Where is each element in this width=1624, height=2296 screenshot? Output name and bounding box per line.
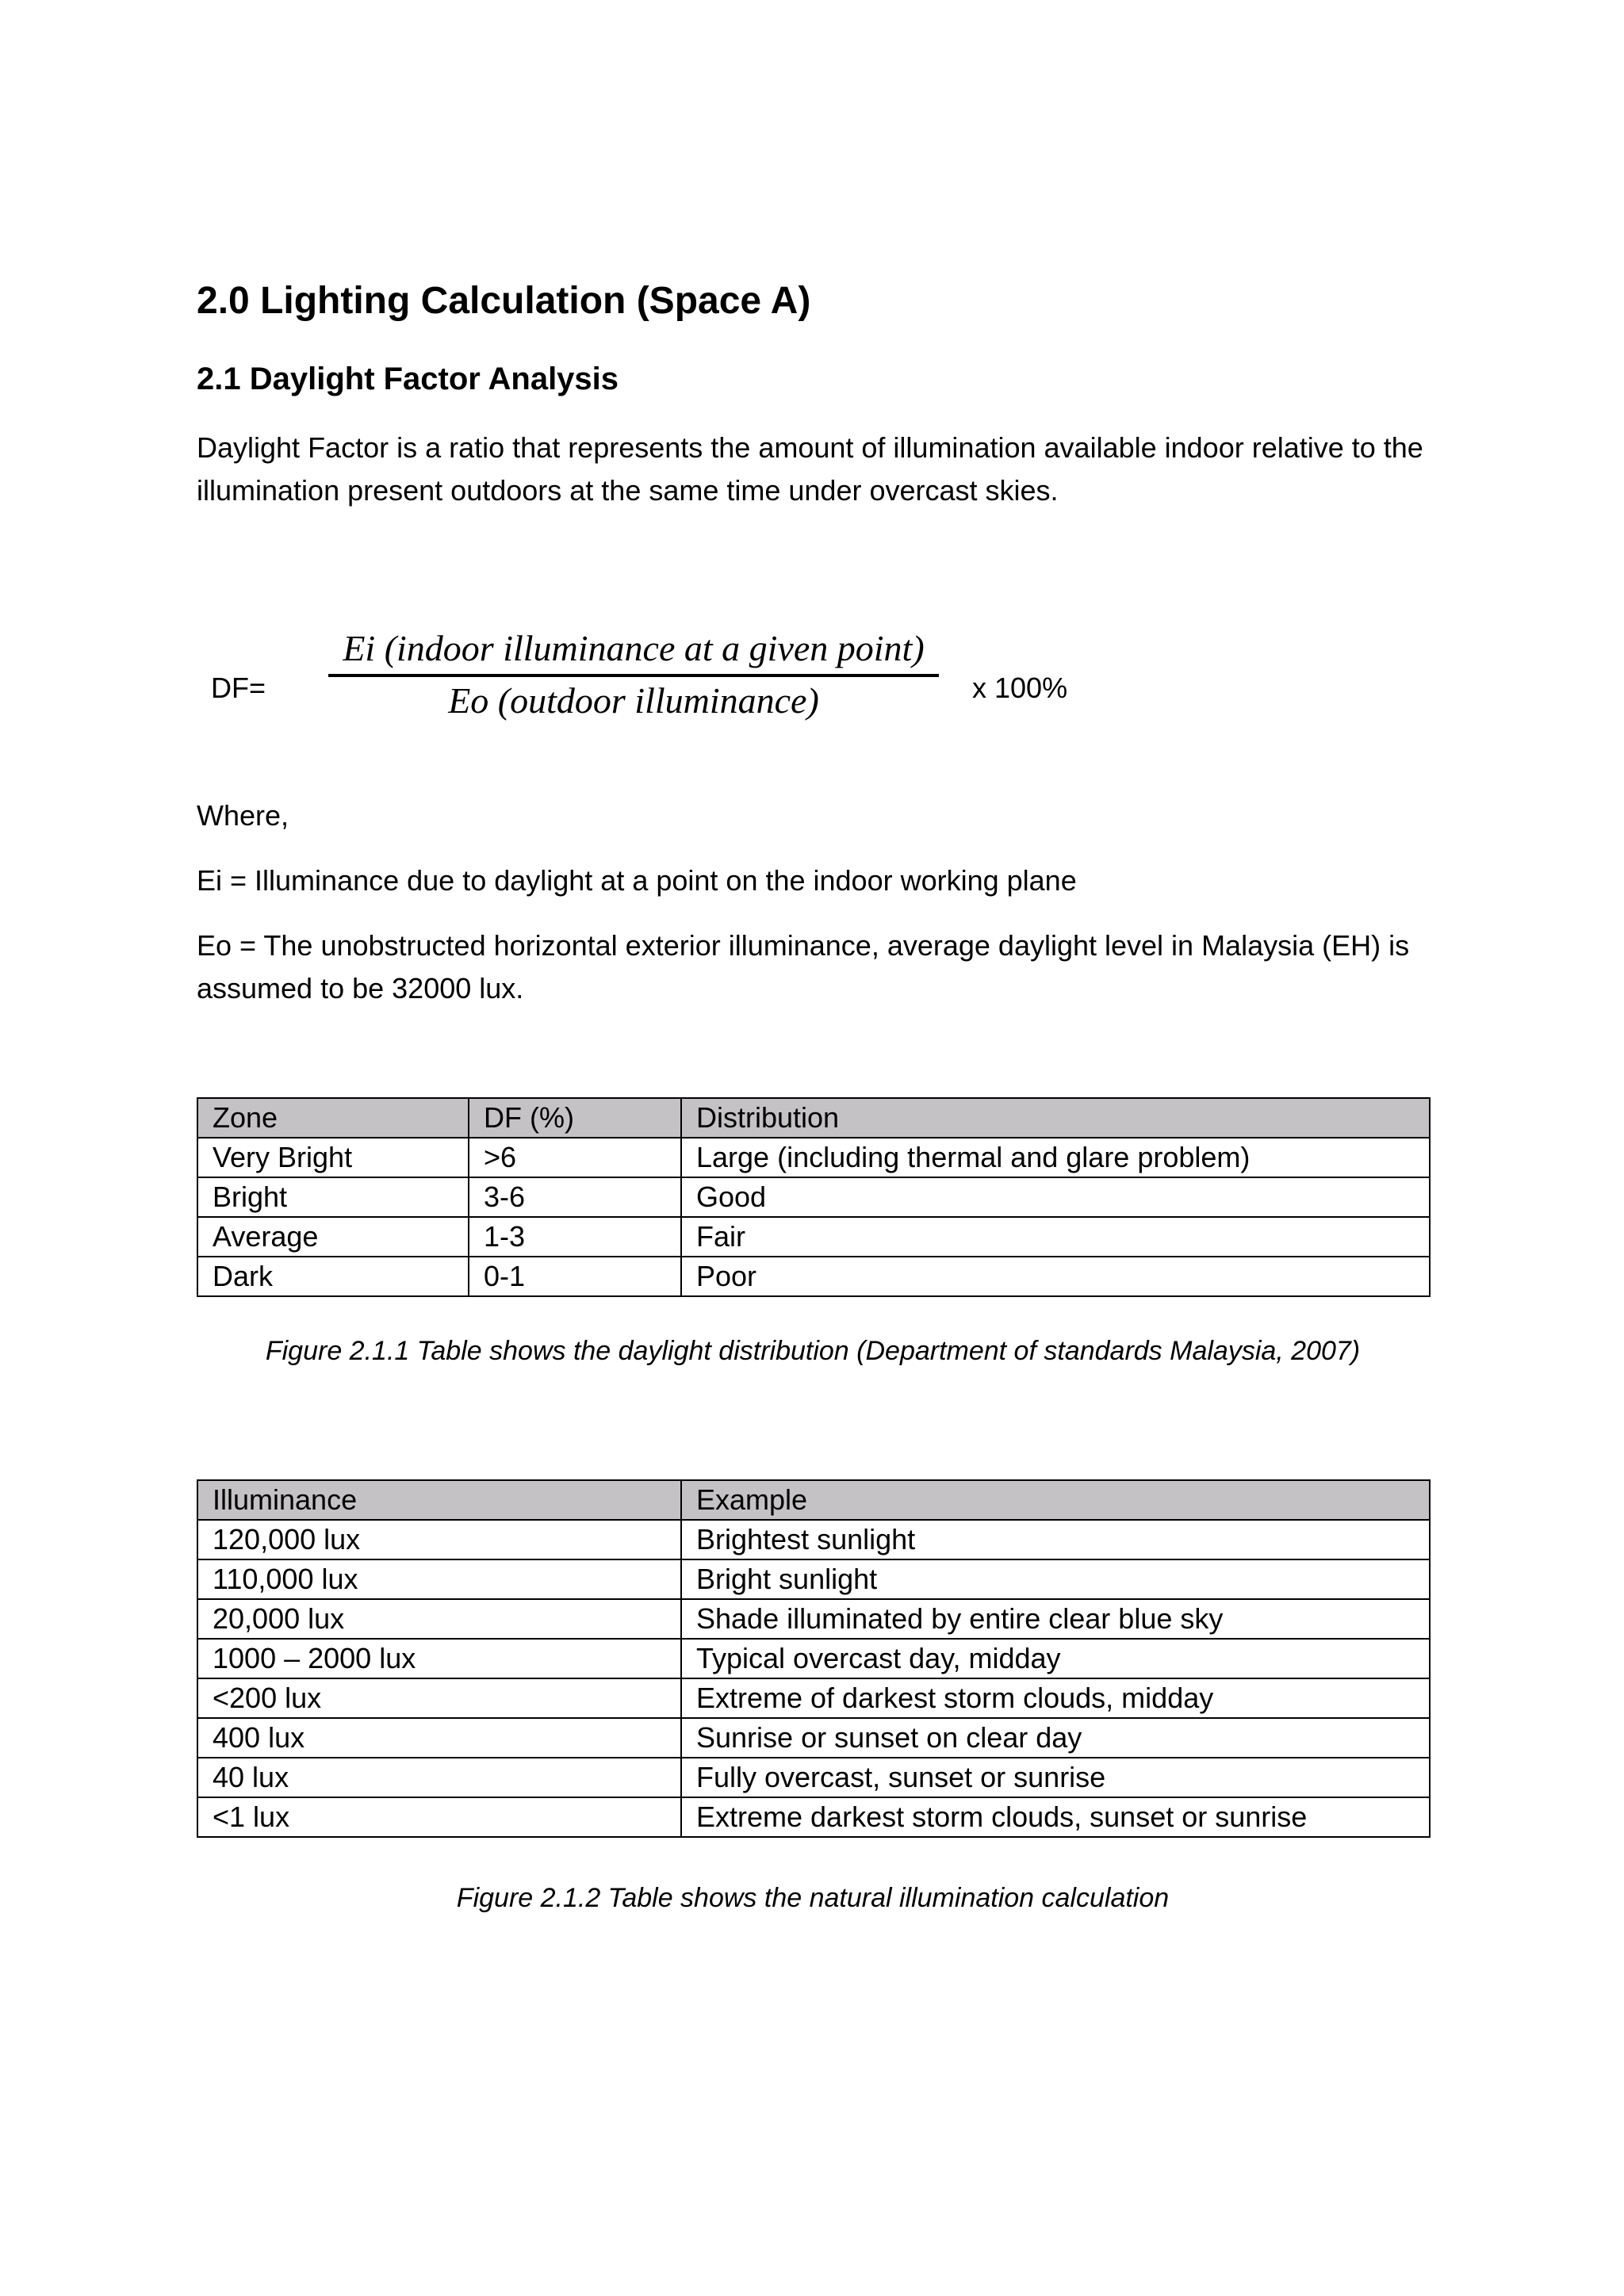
natural-illumination-table xyxy=(197,1479,1431,1838)
figure-caption-1: Figure 2.1.1 Table shows the daylight distribution (Department of standards Malaysia, 2007) xyxy=(265,1336,1361,1366)
table-cell: Bright sunlight xyxy=(681,1559,1430,1599)
table-row xyxy=(197,1217,1430,1257)
figure-caption-2: Figure 2.1.2 Table shows the natural illumination calculation xyxy=(456,1883,1170,1913)
table-cell: 110,000 lux xyxy=(197,1559,681,1599)
subsection-heading: 2.1 Daylight Factor Analysis xyxy=(197,362,619,396)
header-cell-df: DF (%) xyxy=(469,1098,681,1138)
table-row xyxy=(197,1718,1430,1758)
where-label: Where, xyxy=(197,799,289,832)
table-cell: 20,000 lux xyxy=(197,1599,681,1639)
formula-multiplier: x 100% xyxy=(972,672,1068,704)
table-cell: Sunrise or sunset on clear day xyxy=(681,1718,1430,1758)
intro-paragraph: Daylight Factor is a ratio that represents the amount of illumination available indoor relative to the illumination present outdoors at the same time under overcast skies. xyxy=(197,431,1423,507)
header-cell-example: Example xyxy=(681,1480,1430,1520)
ei-definition: Ei = Illuminance due to daylight at a point on the indoor working plane xyxy=(197,864,1077,897)
formula-fraction xyxy=(328,618,939,737)
section-heading: 2.0 Lighting Calculation (Space A) xyxy=(197,280,811,322)
table-cell: Extreme of darkest storm clouds, midday xyxy=(681,1678,1430,1718)
table-row xyxy=(197,1639,1430,1678)
fraction-bar xyxy=(328,674,939,677)
table-cell: Brightest sunlight xyxy=(681,1520,1430,1559)
eo-definition: Eo = The unobstructed horizontal exterior illuminance, average daylight level in Malaysia (EH) is assumed to be 32000 lux. xyxy=(197,929,1410,1004)
table-row xyxy=(197,1138,1430,1177)
table-cell: <1 lux xyxy=(197,1797,681,1837)
table-cell: Good xyxy=(681,1177,1430,1217)
table-cell: Large (including thermal and glare problem) xyxy=(681,1138,1430,1177)
table-header-row xyxy=(197,1480,1430,1520)
table-cell: Shade illuminated by entire clear blue sky xyxy=(681,1599,1430,1639)
table-row xyxy=(197,1599,1430,1639)
daylight-factor-formula xyxy=(197,618,1148,737)
header-cell-illuminance: Illuminance xyxy=(197,1480,681,1520)
table-cell: Fully overcast, sunset or sunrise xyxy=(681,1758,1430,1797)
formula-label: DF= xyxy=(211,672,266,704)
formula-denominator: Eo (outdoor illuminance) xyxy=(448,680,819,721)
table-cell: Fair xyxy=(681,1217,1430,1257)
table-cell: 120,000 lux xyxy=(197,1520,681,1559)
table-cell: Average xyxy=(197,1217,469,1257)
table-cell: >6 xyxy=(469,1138,681,1177)
daylight-distribution-table xyxy=(197,1097,1431,1297)
table-row xyxy=(197,1678,1430,1718)
table-cell: Dark xyxy=(197,1257,469,1296)
table-cell: <200 lux xyxy=(197,1678,681,1718)
table-cell: 3-6 xyxy=(469,1177,681,1217)
table-header-row xyxy=(197,1098,1430,1138)
header-cell-distribution: Distribution xyxy=(681,1098,1430,1138)
table-row xyxy=(197,1177,1430,1217)
table-cell: 1000 – 2000 lux xyxy=(197,1639,681,1678)
table-row xyxy=(197,1520,1430,1559)
table-row xyxy=(197,1257,1430,1296)
table-cell: Extreme darkest storm clouds, sunset or sunrise xyxy=(681,1797,1430,1837)
table-cell: 1-3 xyxy=(469,1217,681,1257)
formula-numerator: Ei (indoor illuminance at a given point) xyxy=(343,628,925,668)
table-row xyxy=(197,1797,1430,1837)
table-cell: Very Bright xyxy=(197,1138,469,1177)
table-cell: Typical overcast day, midday xyxy=(681,1639,1430,1678)
table-cell: Poor xyxy=(681,1257,1430,1296)
table-row xyxy=(197,1559,1430,1599)
table-cell: 400 lux xyxy=(197,1718,681,1758)
header-cell-zone: Zone xyxy=(197,1098,469,1138)
table-cell: 40 lux xyxy=(197,1758,681,1797)
table-row xyxy=(197,1758,1430,1797)
table-cell: 0-1 xyxy=(469,1257,681,1296)
table-cell: Bright xyxy=(197,1177,469,1217)
